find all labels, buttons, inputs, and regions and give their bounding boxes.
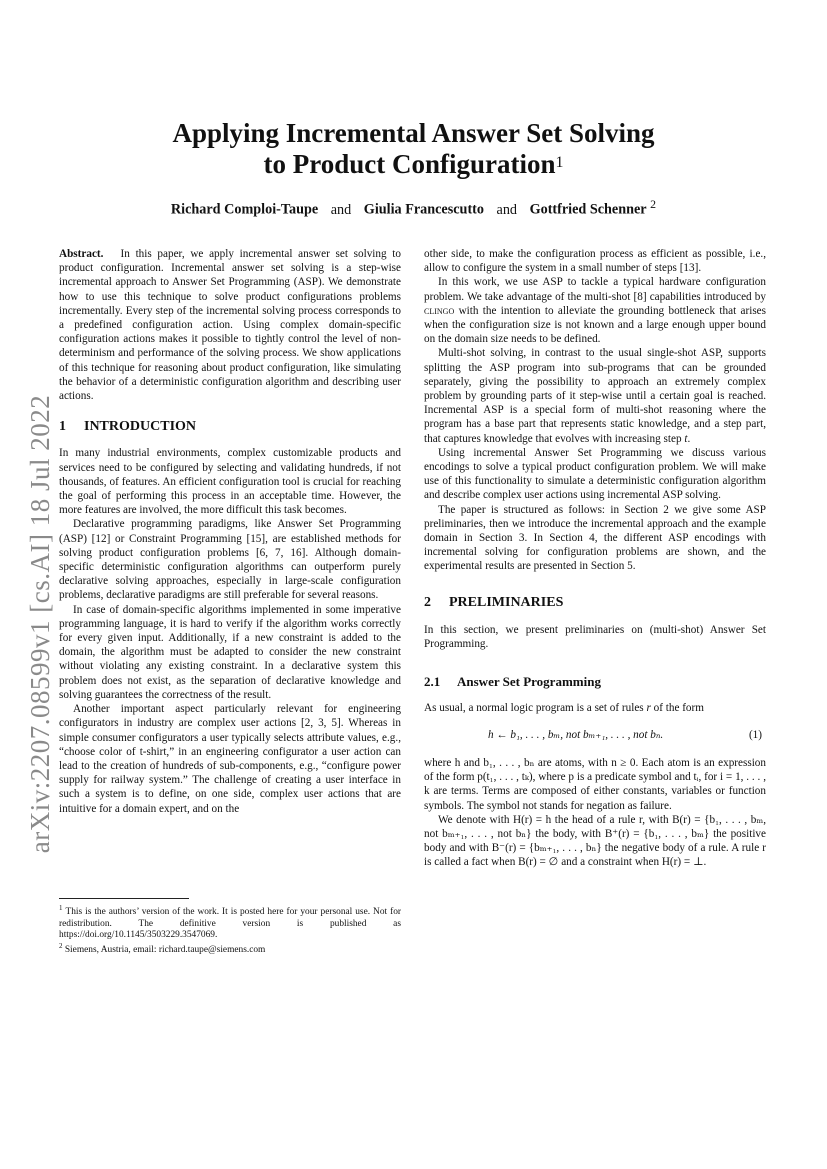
clingo-name: clingo (424, 304, 455, 317)
footnote-1-mark: 1 (59, 904, 63, 912)
footnote-1-text: This is the authors’ version of the work. It is posted here for your personal use. Not for redistribution. The definitive version is published as https://doi.org/10.1145/3503229.3547069. (59, 907, 402, 940)
title-line-1: Applying Incremental Answer Set Solving (172, 118, 655, 148)
author-separator-1: and (330, 201, 352, 218)
left-column (59, 247, 402, 956)
author-1: Richard Comploi-Taupe (170, 201, 319, 218)
asp-p1-text-b: of the form (653, 702, 704, 715)
section-2-title: PRELIMINARIES (449, 594, 564, 610)
intro-paragraph-8: Using incremental Answer Set Programming we discuss various encodings to solve a typical product configuration problem. We will make use of this functionality to simulate a deterministic configuration algorithm and describe complex user actions using incremental ASP solving. (424, 446, 766, 502)
subsection-2-1-title: Answer Set Programming (457, 674, 601, 690)
abstract-label: Abstract. (59, 248, 104, 260)
subsection-2-1-heading (424, 675, 766, 689)
footnote-rule (59, 898, 189, 899)
section-2-heading (424, 596, 766, 610)
intro-paragraph-4: Another important aspect particularly relevant for engineering configurators in industry are complex user actions [2, 3, 5]. Whereas in simple consumer configurators a user typically selects attribute values, e.g., “choose color of t-shirt,” in an engineering configurator a user action can lead to the creation of hundreds of sub-components, e.g., “configure power supply for railway system.” The challenge of creating a user interface in such a system is to define, on one side, complex user actions that are intuitive for a domain expert, and on the (59, 703, 401, 815)
intro-paragraph-5: other side, to make the configuration process as efficient as possible, i.e., allow to configure the system in a small number of steps [13]. (424, 248, 766, 275)
footnote-2 (59, 941, 401, 957)
title-footnote-mark: 1 (555, 154, 564, 171)
equation-1-formula: h ← b₁, . . . , bₘ, not bₘ₊₁, . . . , not bₙ. (488, 728, 664, 741)
intro-paragraph-3: In case of domain-specific algorithms implemented in some imperative programming language, it is hard to verify if the algorithm works correctly for every given input. Additionally, if a new constraint is added to the domain, the algorithm must be adapted to consider the new constraint without violating any existing constraint. In a declarative system this problem does not exist, as the separation of declarative knowledge and solving guarantees the correctness of the result. (59, 603, 401, 701)
abstract (59, 247, 401, 403)
prelim-paragraph-1: In this section, we present preliminaries on (multi-shot) Answer Set Programming. (424, 623, 766, 651)
intro-paragraph-7 (424, 346, 766, 445)
equation-1 (424, 728, 766, 742)
abstract-text: In this paper, we apply incremental answer set solving to product configuration. Incremental answer set solving is a step-wise incremental approach to Answer Set Programming (ASP). We demonstrate how to use this technique to solve product configurations problems incrementally. Every step of the incremental solving process corresponds to a predefined configuration action. Using complex domain-specific configuration actions makes it possible to tightly control the level of non-determinism and performance of the solving process. We show applications of this technique for reasoning about product configuration, like simulating the behavior of a deterministic configuration algorithm and describing user actions. (59, 248, 401, 403)
intro-p6-text-b: with the intention to alleviate the grounding bottleneck that arises when the configuration size is not known and a large enough upper bound on the domain size needs to be defined. (424, 304, 766, 346)
intro-paragraph-1: In many industrial environments, complex customizable products and services need to be configured by selecting and validating hundreds, if not thousands, of features. An efficient configuration tool is crucial for reaching the goal of performing this process in an acceptable time. However, the more features are involved, the more difficult this task becomes. (59, 447, 401, 517)
footnotes (59, 898, 401, 957)
intro-p7-end: . (687, 432, 691, 445)
equation-1-number: (1) (748, 728, 762, 741)
section-2-number: 2 (424, 594, 431, 610)
author-footnote-mark: 2 (650, 197, 657, 211)
asp-p1-variable: r (646, 702, 651, 715)
footnote-2-mark: 2 (59, 942, 63, 951)
footnote-2-text: Siemens, Austria, email: richard.taupe@siemens.com (64, 945, 266, 956)
asp-paragraph-2: where h and b₁, . . . , bₙ are atoms, with n ≥ 0. Each atom is an expression of the form p(t₁, . . . , tₖ), where p is a predicate symbol and tᵢ, for i = 1, . . . , k are terms. Terms are composed of either constants, variables or function symbols. The symbol not stands for negation as failure. (424, 756, 766, 812)
title-line-2: to Product Configuration (263, 149, 556, 179)
author-3: Gottfried Schenner (529, 201, 647, 218)
footnote-1 (59, 903, 401, 941)
intro-paragraph-2: Declarative programming paradigms, like Answer Set Programming (ASP) [12] or Constraint Programming [15], are established methods for solving product configuration problems [6, 7, 16]. Although domain-specific deterministic configuration algorithms can outperform purely declarative solving approaches, especially in large-scale configuration problems, declarative paradigms are still preferable for several reasons. (59, 518, 401, 602)
author-list (100, 197, 727, 219)
right-column (424, 247, 766, 870)
asp-p1-text-a: As usual, a normal logic program is a set of rules (424, 702, 644, 715)
intro-p6-text-a: In this work, we use ASP to tackle a typical hardware configuration problem. We take advantage of the multi-shot [8] capabilities introduced by (424, 276, 766, 303)
asp-paragraph-3: We denote with H(r) = h the head of a rule r, with B(r) = {b₁, . . . , bₘ, not bₘ₊₁, . . . , not bₙ} the body, with B⁺(r) = {b₁, . . . , bₘ} the positive body and with B⁻(r) = {bₘ₊₁, . . . , bₙ} the negative body of a rule. A rule r is called a fact when B(r) = ∅ and a constraint when H(r) = ⊥. (424, 813, 766, 869)
paper-title (100, 118, 727, 180)
intro-p7-variable: t (684, 432, 688, 445)
arxiv-sidebar-stamp: arXiv:2207.08599v1 [cs.AI] 18 Jul 2022 (25, 394, 55, 854)
section-1-number: 1 (59, 419, 66, 435)
intro-paragraph-6 (424, 275, 766, 346)
author-2: Giulia Francescutto (363, 201, 484, 218)
intro-paragraph-9: The paper is structured as follows: in Section 2 we give some ASP preliminaries, then we introduce the incremental approach and the example domain in Section 3. In Section 4, the different ASP encodings with incremental solving for configuration problems are shown, and the experimental results are presented in Section 5. (424, 503, 766, 573)
author-separator-2: and (496, 201, 518, 218)
subsection-2-1-number: 2.1 (424, 674, 441, 690)
asp-paragraph-1 (424, 701, 766, 715)
section-1-title: INTRODUCTION (84, 419, 197, 435)
section-1-heading (59, 420, 401, 434)
intro-p7-text: Multi-shot solving, in contrast to the usual single-shot ASP, supports splitting the ASP program into sub-programs that can be grounded separately, giving the possibility to approach an extremely complex problem by grounding parts of it step-wise until a certain goal is reached. Incremental ASP is a special form of multi-shot reasoning where the program has a base part that represents static knowledge, and a step part, that captures knowledge that evolves with increasing step (424, 347, 766, 445)
